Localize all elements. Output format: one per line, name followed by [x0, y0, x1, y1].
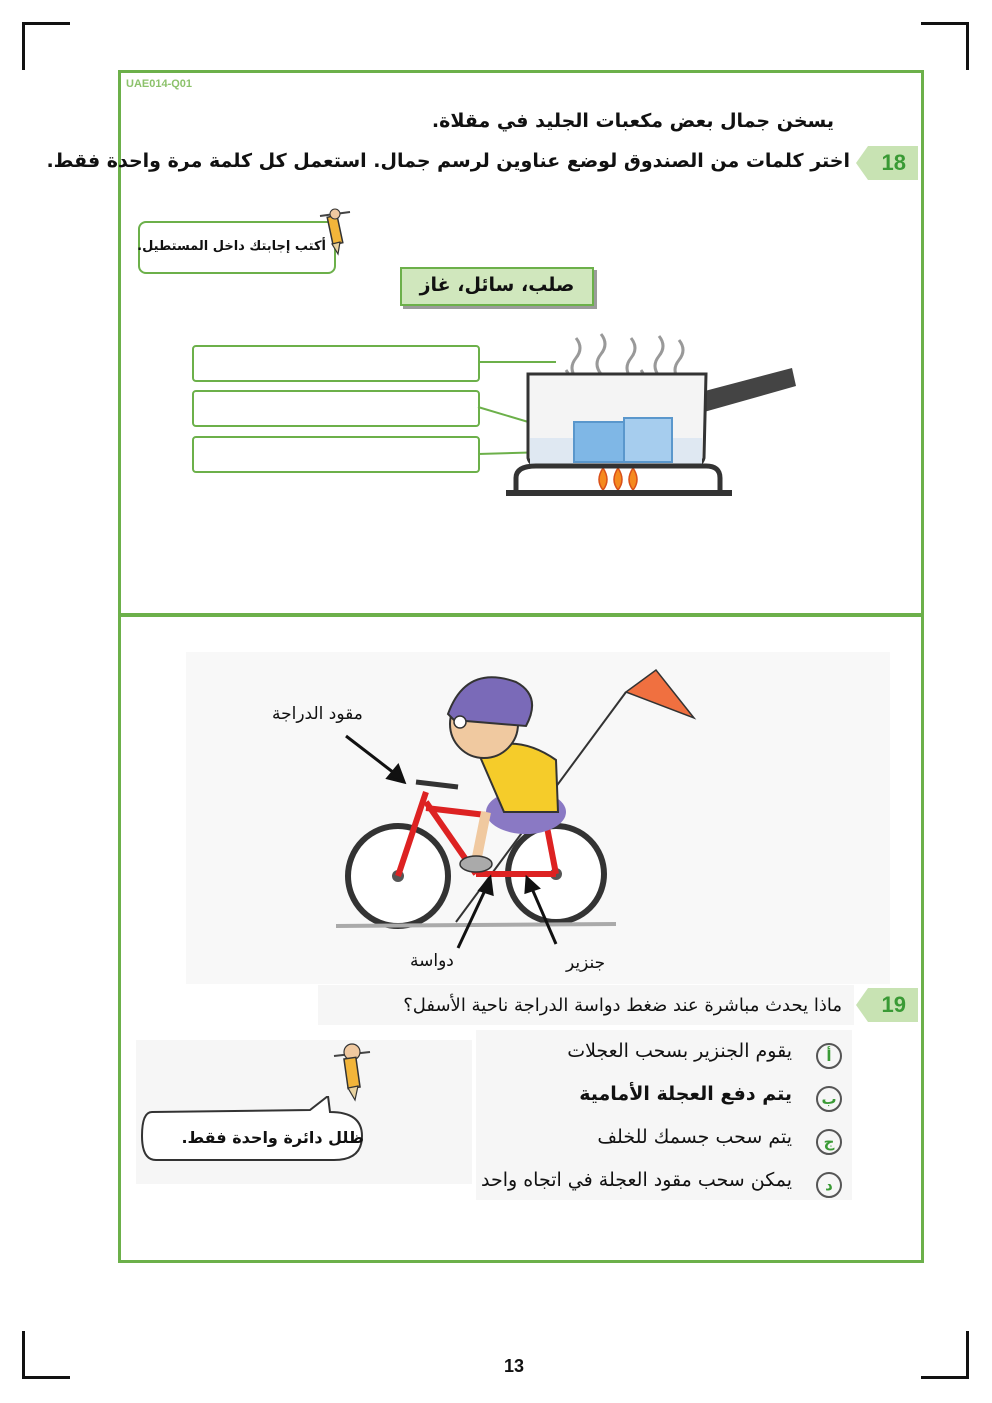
bicycle-illustration: [186, 652, 890, 984]
q18-hint-text: أكتب إجابتك داخل المستطيل.: [137, 239, 326, 254]
label-handlebar: مقود الدراجة: [272, 704, 363, 724]
q19-number: 19: [881, 992, 906, 1017]
crop-mark-br-h: [921, 1376, 969, 1379]
q18-word-box-text: صلب، سائل، غاز: [419, 274, 575, 296]
pan-illustration: [476, 330, 806, 502]
crop-mark-bl-h: [22, 1376, 70, 1379]
crop-mark-tr-h: [921, 22, 969, 25]
q19-option-a-circle[interactable]: [816, 1043, 842, 1069]
q18-line2: اختر كلمات من الصندوق لوضع عناوين لرسم جمال. استعمل كل كلمة مرة واحدة فقط.: [46, 150, 850, 172]
q19-hint-text: ظلل دائرة واحدة فقط.: [181, 1128, 364, 1147]
q19-option-d-circle[interactable]: [816, 1172, 842, 1198]
q19-option-c-circle[interactable]: [816, 1129, 842, 1155]
crop-mark-tl-h: [22, 22, 70, 25]
q19-option-a-letter: أ: [826, 1047, 832, 1065]
q19-option-d-text: يمكن سحب مقود العجلة في اتجاه واحد: [480, 1169, 792, 1191]
pencil-icon: [330, 1038, 374, 1102]
q19-option-b-letter: ب: [821, 1090, 837, 1108]
q18-answer-box-3[interactable]: [192, 436, 480, 473]
q18-number-tag: [856, 146, 918, 180]
q19-number-tag: [856, 988, 918, 1022]
label-pedal: دواسة: [410, 951, 454, 971]
label-chain: جنزير: [566, 953, 606, 973]
crop-mark-tr-v: [966, 22, 969, 70]
q18-word-box: [400, 267, 594, 306]
q19-option-d-letter: د: [825, 1176, 833, 1194]
q19-option-c-letter: ج: [823, 1133, 835, 1151]
q19-option-b-circle[interactable]: [816, 1086, 842, 1112]
crop-mark-tl-v: [22, 22, 25, 70]
q19-option-b-text: يتم دفع العجلة الأمامية: [579, 1083, 792, 1105]
q18-line1: يسخن جمال بعض مكعبات الجليد في مقلاة.: [431, 110, 834, 132]
q19-option-c-text: يتم سحب جسمك للخلف: [597, 1126, 792, 1148]
q18-number: 18: [881, 150, 906, 175]
doc-code: UAE014-Q01: [126, 78, 193, 90]
q19-question-text: ماذا يحدث مباشرة عند ضغط دواسة الدراجة ناحية الأسفل؟: [403, 995, 842, 1016]
page-number: 13: [504, 1356, 525, 1376]
crop-mark-br-v: [966, 1331, 969, 1379]
crop-mark-bl-v: [22, 1331, 25, 1379]
q18-answer-box-2[interactable]: [192, 390, 480, 427]
pencil-icon: [316, 206, 354, 256]
q18-hint-bubble: [138, 221, 336, 274]
q18-answer-box-1[interactable]: [192, 345, 480, 382]
q19-option-a-text: يقوم الجنزير بسحب العجلات: [567, 1040, 792, 1062]
